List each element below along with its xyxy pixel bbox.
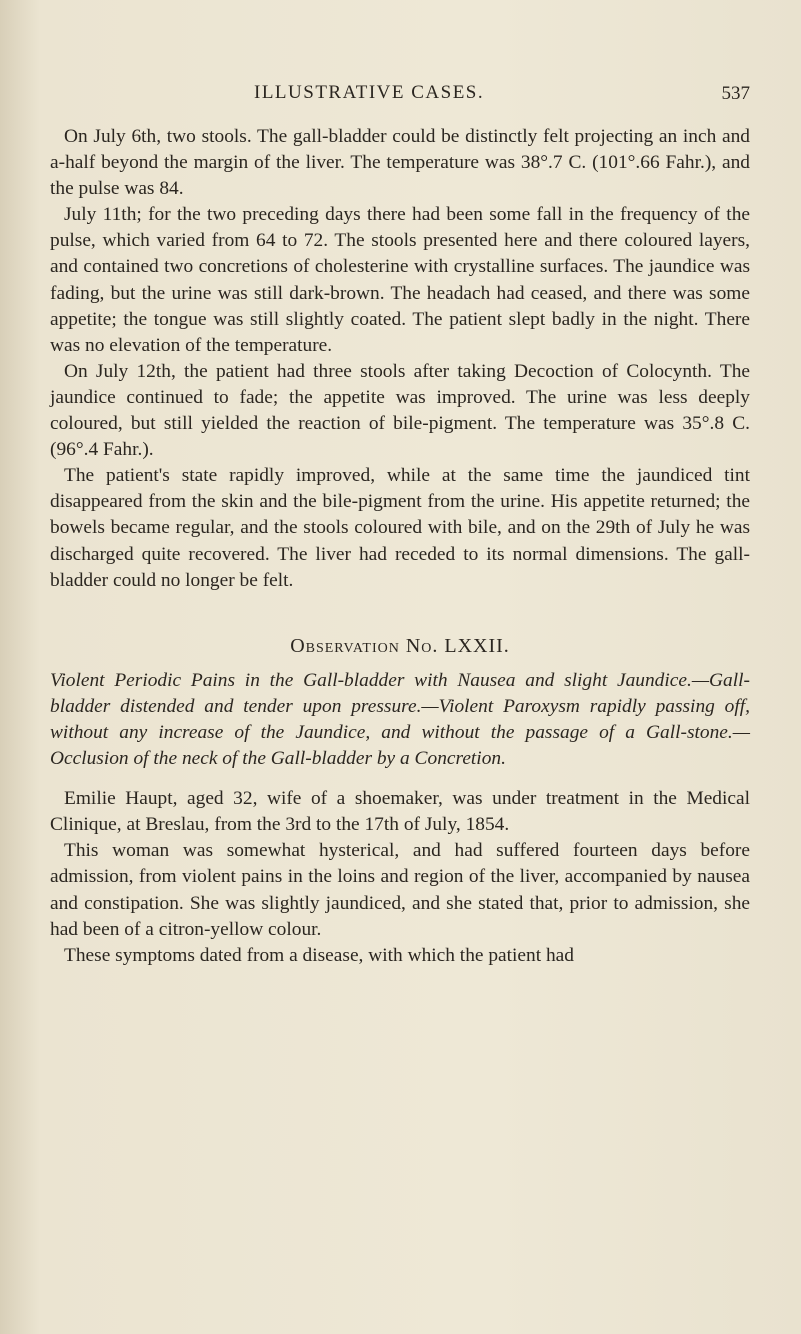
observation-heading: Observation No. LXXII.: [290, 634, 510, 657]
page-number: 537: [721, 83, 750, 104]
paragraph: July 11th; for the two preceding days there had been some fall in the frequency of the pulse, which varied from 64 to 72. The stools presented here and there coloured layers, and contained two concretions of cholesterine with crystalline surfaces. The jaundice was fading, but the urine was still dark-brown. The headach had ceased, and there was some appetite; the tongue was still slightly coated. The patient slept badly in the night. There was no elevation of the temperature.: [50, 204, 750, 356]
page-body: [50, 124, 750, 969]
paragraph: These symptoms dated from a disease, with which the patient had: [64, 944, 574, 966]
paragraph: On July 12th, the patient had three stools after taking Decoction of Colocynth. The jaundice continued to fade; the appetite was improved. The urine was less deeply coloured, but still yielded the reaction of bile-pigment. The temperature was 35°.8 C. (96°.4 Fahr.).: [50, 360, 750, 461]
paragraph: Emilie Haupt, aged 32, wife of a shoemaker, was under treatment in the Medical Clinique, at Breslau, from the 3rd to the 17th of July, 1854.: [50, 788, 750, 836]
page-header: [0, 82, 801, 106]
paragraph: On July 6th, two stools. The gall-bladder could be distinctly felt projecting an inch and a-half beyond the margin of the liver. The temperature was 38°.7 C. (101°.66 Fahr.), and the pulse was 84.: [50, 126, 750, 200]
case-caption: Violent Periodic Pains in the Gall-bladder with Nausea and slight Jaundice.—Gall-bladder distended and tender upon pressure.—Violent Paroxysm rapidly passing off, without any increase of the Jaundice, and without the passage of a Gall-stone.—Occlusion of the neck of the Gall-bladder by a Concretion.: [50, 669, 750, 770]
running-title: ILLUSTRATIVE CASES.: [254, 82, 485, 103]
paragraph: The patient's state rapidly improved, while at the same time the jaundiced tint disappeared from the skin and the bile-pigment from the urine. His appetite returned; the bowels became regular, and the stools coloured with bile, and on the 29th of July he was discharged quite recovered. The liver had receded to its normal dimensions. The gall-bladder could no longer be felt.: [50, 465, 750, 591]
paragraph: This woman was somewhat hysterical, and had suffered fourteen days before admission, from violent pains in the loins and region of the liver, accompanied by nausea and constipation. She was slightly jaundiced, and she stated that, prior to admission, she had been of a citron-yellow colour.: [50, 840, 750, 940]
